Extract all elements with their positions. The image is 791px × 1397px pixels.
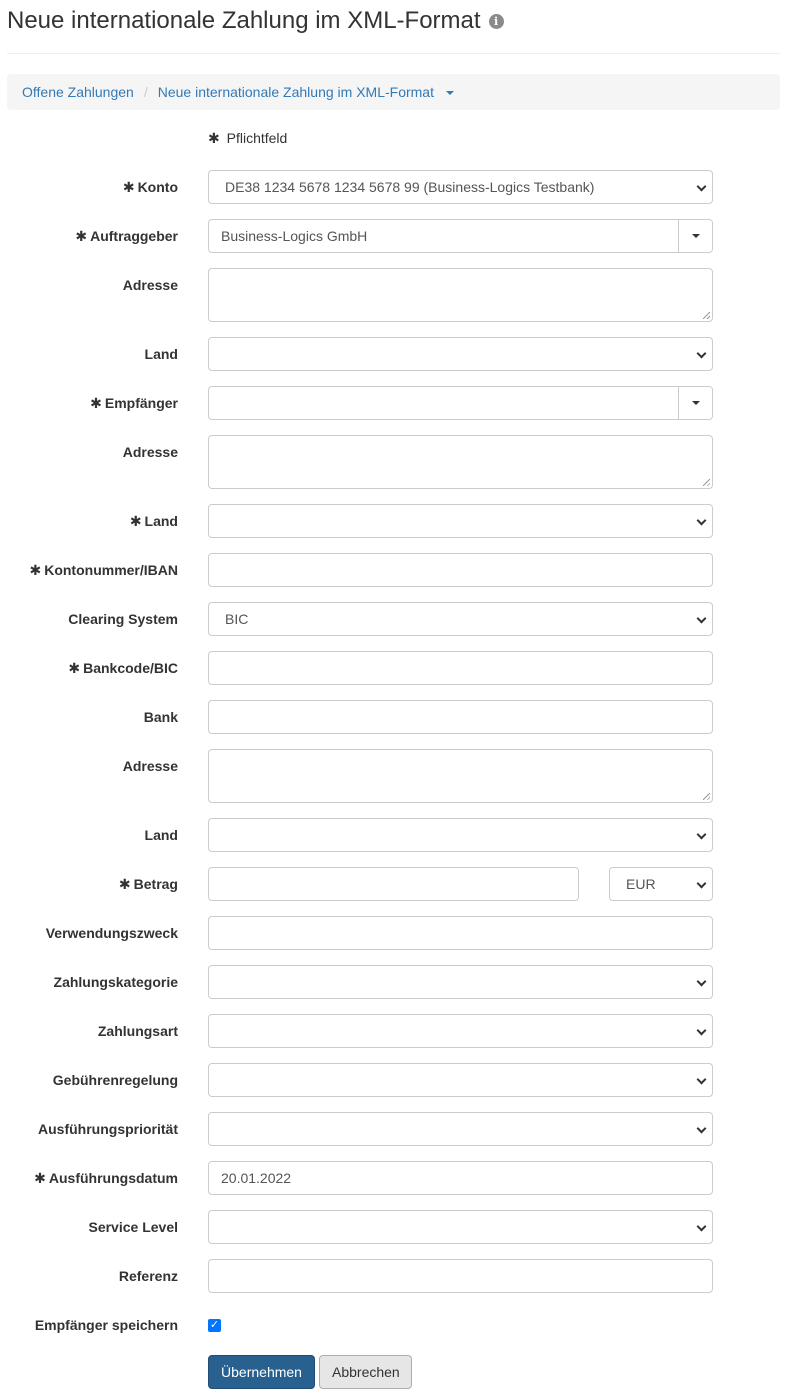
label-empfaenger-adresse: Adresse <box>122 444 178 460</box>
chevron-down-icon <box>697 830 707 840</box>
cancel-button[interactable]: Abbrechen <box>319 1355 412 1389</box>
bank-input[interactable] <box>208 700 713 734</box>
label-referenz: Referenz <box>118 1268 178 1284</box>
label-bank: Bank <box>143 709 178 725</box>
label-clearing: Clearing System <box>68 611 178 627</box>
konto-select[interactable]: DE38 1234 5678 1234 5678 99 (Business-Logics Testbank) <box>208 170 713 204</box>
label-betrag: ✱ Betrag <box>118 876 178 892</box>
chevron-down-icon <box>697 1124 707 1134</box>
label-auftraggeber-land: Land <box>144 346 178 362</box>
auftraggeber-dropdown-button[interactable] <box>678 220 712 252</box>
title-divider <box>7 53 780 54</box>
label-auftraggeber-adresse: Adresse <box>122 277 178 293</box>
datum-input[interactable]: 20.01.2022 <box>208 1161 713 1195</box>
chevron-down-icon <box>697 1026 707 1036</box>
caret-down-icon <box>446 91 454 95</box>
chevron-down-icon <box>697 1222 707 1232</box>
auftraggeber-land-select[interactable] <box>208 337 713 371</box>
label-empfaenger-land: ✱ Land <box>129 513 178 529</box>
prioritaet-select[interactable] <box>208 1112 713 1146</box>
chevron-down-icon <box>697 182 707 192</box>
label-empfaenger: ✱ Empfänger <box>90 395 178 411</box>
empfaenger-combobox[interactable] <box>208 386 713 420</box>
required-note: ✱ Pflichtfeld <box>208 130 288 146</box>
label-speichern: Empfänger speichern <box>34 1317 178 1333</box>
submit-button[interactable]: Übernehmen <box>208 1355 315 1389</box>
breadcrumb-separator: / <box>143 84 148 100</box>
breadcrumb-dropdown-current[interactable]: Neue internationale Zahlung im XML-Format <box>158 84 454 100</box>
chevron-down-icon <box>697 1075 707 1085</box>
betrag-input[interactable] <box>208 867 579 901</box>
caret-down-icon <box>692 401 700 405</box>
zahlungsart-select[interactable] <box>208 1014 713 1048</box>
info-icon[interactable]: i <box>489 14 504 29</box>
referenz-input[interactable] <box>208 1259 713 1293</box>
label-prioritaet: Ausführungspriorität <box>38 1121 178 1137</box>
auftraggeber-combobox[interactable]: Business-Logics GmbH <box>208 219 713 253</box>
label-zahlungsart: Zahlungsart <box>97 1023 178 1039</box>
label-gebuehren: Gebührenregelung <box>52 1072 178 1088</box>
empfaenger-adresse-textarea[interactable] <box>208 435 713 489</box>
verwendungszweck-input[interactable] <box>208 916 713 950</box>
bic-input[interactable] <box>208 651 713 685</box>
clearing-select[interactable]: BIC <box>208 602 713 636</box>
label-service-level: Service Level <box>88 1219 178 1235</box>
zahlungskategorie-select[interactable] <box>208 965 713 999</box>
chevron-down-icon <box>697 977 707 987</box>
caret-down-icon <box>692 234 700 238</box>
gebuehren-select[interactable] <box>208 1063 713 1097</box>
chevron-down-icon <box>697 614 707 624</box>
chevron-down-icon <box>697 879 707 889</box>
label-konto: ✱ Konto <box>122 179 178 195</box>
label-verwendungszweck: Verwendungszweck <box>45 925 178 941</box>
breadcrumb <box>7 74 780 110</box>
label-iban: ✱ Kontonummer/IBAN <box>29 562 178 578</box>
label-zahlungskategorie: Zahlungskategorie <box>53 974 178 990</box>
iban-input[interactable] <box>208 553 713 587</box>
chevron-down-icon <box>697 349 707 359</box>
chevron-down-icon <box>697 516 707 526</box>
speichern-checkbox[interactable]: ✓ <box>209 1319 220 1331</box>
empfaenger-land-select[interactable] <box>208 504 713 538</box>
currency-select[interactable]: EUR <box>609 867 713 901</box>
label-auftraggeber: ✱ Auftraggeber <box>75 228 178 244</box>
page-title: Neue internationale Zahlung im XML-Format i <box>7 4 504 38</box>
label-datum: ✱ Ausführungsdatum <box>34 1170 178 1186</box>
label-bank-land: Land <box>144 827 178 843</box>
breadcrumb-link-offene-zahlungen[interactable]: Offene Zahlungen <box>22 84 134 100</box>
label-bank-adresse: Adresse <box>122 758 178 774</box>
auftraggeber-adresse-textarea[interactable] <box>208 268 713 322</box>
bank-adresse-textarea[interactable] <box>208 749 713 803</box>
service-level-select[interactable] <box>208 1210 713 1244</box>
empfaenger-dropdown-button[interactable] <box>678 387 712 419</box>
bank-land-select[interactable] <box>208 818 713 852</box>
label-bic: ✱ Bankcode/BIC <box>68 660 178 676</box>
